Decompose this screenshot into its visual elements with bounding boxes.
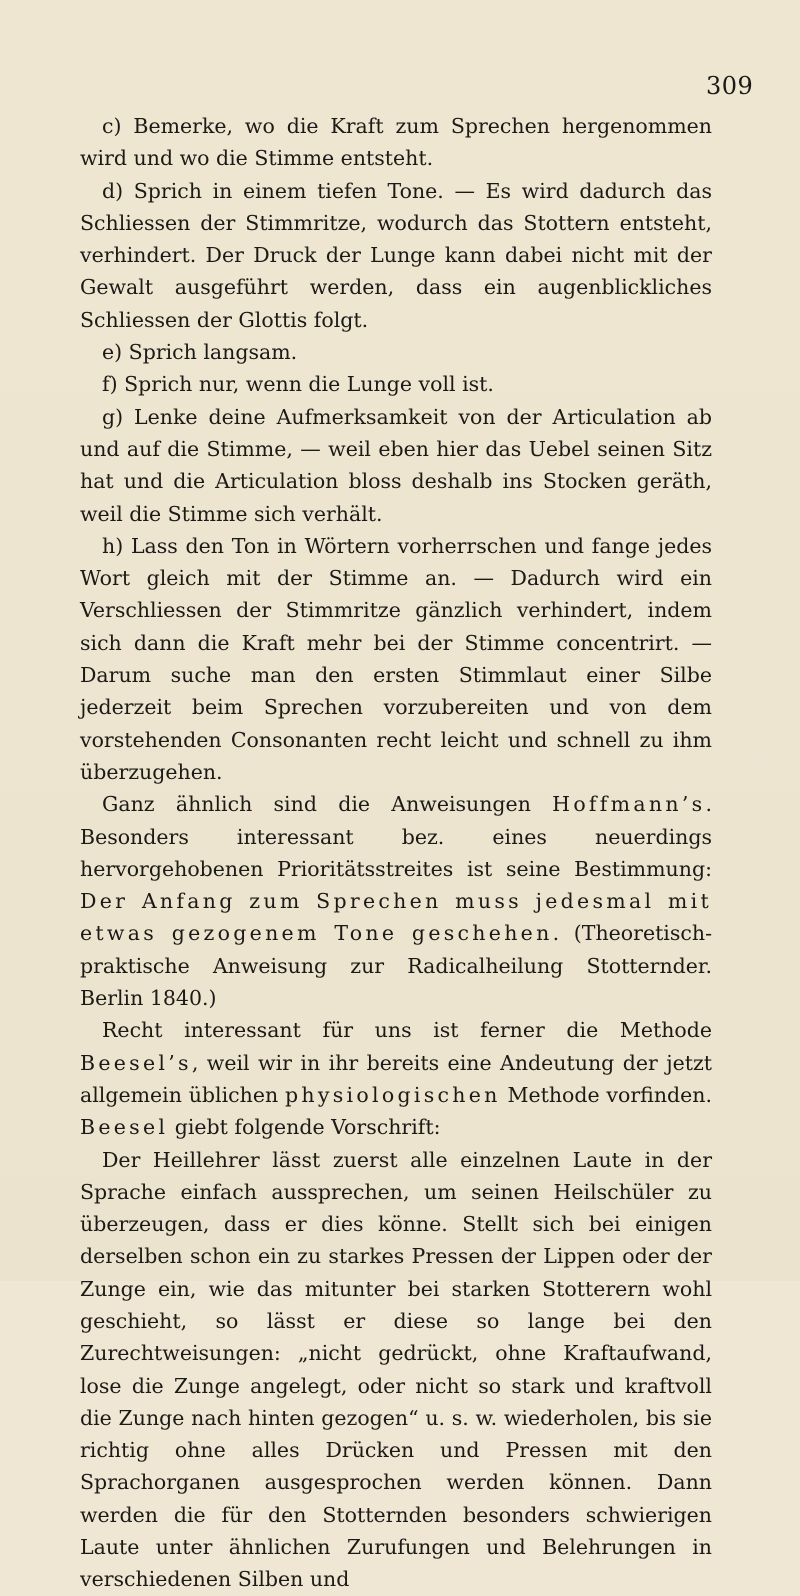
beesel-text-c: Methode vorfinden.	[500, 1082, 712, 1107]
hoffmann-emphasis: Der Anfang zum Sprechen muss jedesmal mit etwas gezogenem Tone geschehen.	[80, 889, 712, 946]
beesel-name-repeat: Beesel	[80, 1115, 169, 1140]
paragraph-f: f) Sprich nur, wenn die Lunge voll ist.	[102, 372, 494, 397]
paragraph-h: h) Lass den Ton in Wörtern vorherrschen und fange jedes Wort gleich mit der Stimme an. — Dadurch wird ein Verschliessen der Stimmritze gänzlich verhindert, indem sich dann die Kraft mehr bei der Stimme concentrirt. — Darum suche man den ersten Stimmlaut einer Silbe jederzeit beim Sprechen vorzubereiten und von dem vorstehenden Consonanten recht leicht und schnell zu ihm überzugehen.	[80, 533, 712, 784]
paragraph-hoffmann	[80, 788, 712, 1014]
hoffmann-text-a: Ganz ähnlich sind die Anweisungen	[102, 792, 553, 817]
beesel-text-a: Recht interessant für uns ist ferner die Methode	[102, 1018, 712, 1043]
beesel-text-d: giebt folgende Vorschrift:	[168, 1115, 441, 1140]
hoffmann-text-c: (Theoretisch-praktische Anweisung zur Radicalheilung Stotternder. Berlin 1840.)	[80, 921, 712, 1011]
paragraph-heillehrer: Der Heillehrer lässt zuerst alle einzelnen Laute in der Sprache einfach aussprechen, um seinen Heilschüler zu überzeugen, dass er dies könne. Stellt sich bei einigen derselben schon ein zu starkes Pressen der Lippen oder der Zunge ein, wie das mitunter bei starken Stotterern wohl geschieht, so lässt er diese so lange bei den Zurechtweisungen: „nicht gedrückt, ohne Kraftaufwand, lose die Zunge angelegt, oder nicht so stark und kraftvoll die Zunge nach hinten gezogen“ u. s. w. wiederholen, bis sie richtig ohne alles Drücken und Pressen mit den Sprachorganen ausgesprochen werden können. Dann werden die für den Stotternden besonders schwierigen Laute unter ähnlichen Zurufungen und Belehrungen in verschiedenen Silben und	[80, 1147, 712, 1592]
body-text	[80, 110, 712, 1596]
paragraph-e: e) Sprich langsam.	[102, 340, 298, 365]
beesel-method: physiologischen	[285, 1082, 501, 1107]
beesel-name: Beesel’s	[80, 1050, 192, 1075]
page-number: 309	[706, 72, 754, 100]
hoffmann-name: Hoffmann’s	[552, 792, 706, 817]
paragraph-c: c) Bemerke, wo die Kraft zum Sprechen hergenommen wird und wo die Stimme entsteht.	[80, 114, 712, 171]
hoffmann-text-b: . Besonders interessant bez. eines neuerdings hervorgehobenen Prioritätsstreites ist seine Bestimmung:	[80, 792, 712, 881]
paragraph-d: d) Sprich in einem tiefen Tone. — Es wird dadurch das Schliessen der Stimmritze, wodurch das Stottern entsteht, verhindert. Der Druck der Lunge kann dabei nicht mit der Gewalt ausgeführt werden, dass ein augenblickliches Schliessen der Glottis folgt.	[80, 178, 712, 332]
beesel-text-b: , weil wir in ihr bereits eine Andeutung der jetzt allgemein üblichen	[80, 1050, 712, 1107]
paragraph-beesel	[80, 1014, 712, 1143]
paragraph-g: g) Lenke deine Aufmerksamkeit von der Articulation ab und auf die Stimme, — weil eben hier das Uebel seinen Sitz hat und die Articulation bloss deshalb ins Stocken geräth, weil die Stimme sich verhält.	[80, 404, 712, 526]
